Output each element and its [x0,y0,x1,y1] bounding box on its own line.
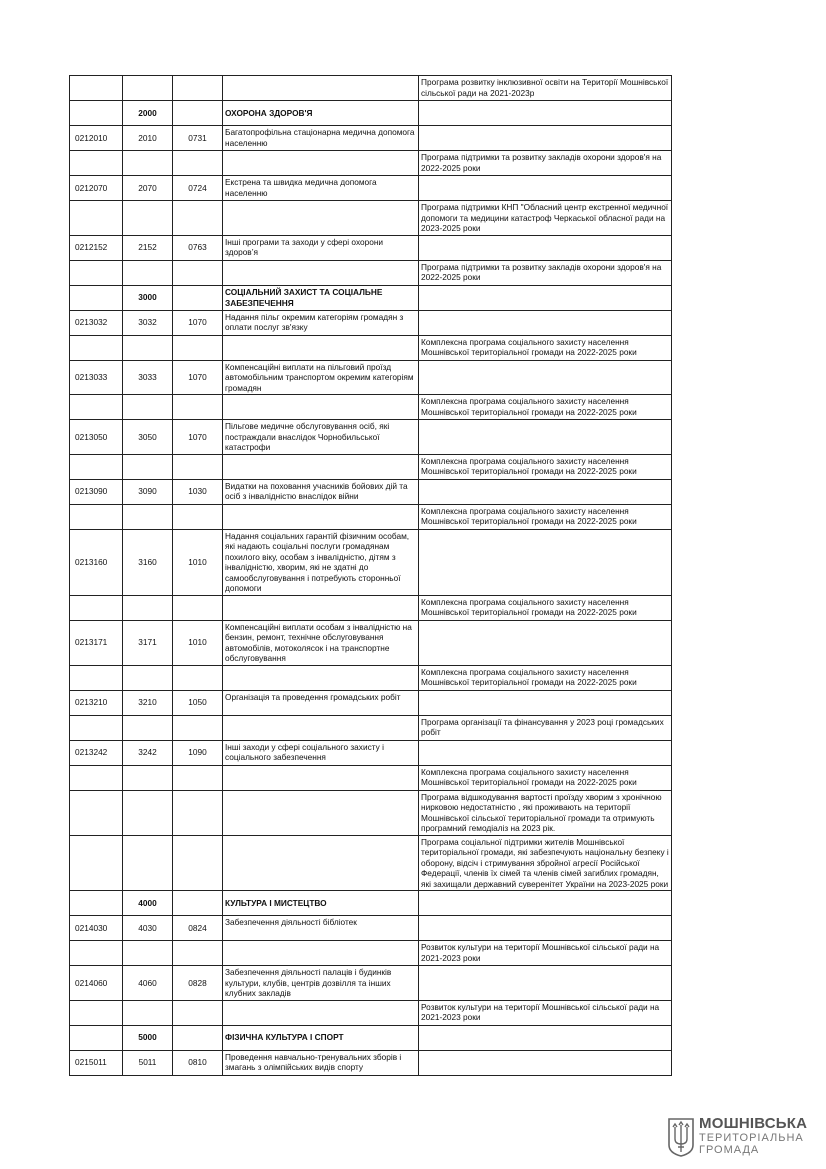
functional-code-cell: 4060 [123,966,173,1001]
program-name-cell [419,479,672,504]
classification-code-cell [173,941,223,966]
program-name-cell [419,690,672,715]
classification-code-cell: 0731 [173,126,223,151]
functional-code-cell [123,201,173,236]
program-code-cell [70,395,123,420]
classification-code-cell [173,715,223,740]
expense-name-cell [223,665,419,690]
classification-code-cell: 1050 [173,690,223,715]
classification-code-cell [173,76,223,101]
program-code-cell [70,335,123,360]
table-row [70,740,672,765]
expense-name-cell [223,151,419,176]
logo-subtitle-2: ГРОМАДА [699,1144,760,1156]
program-name-cell: Комплексна програма соціального захисту населення Мошнівської територіальної громади на 2022-2025 роки [419,335,672,360]
classification-code-cell [173,835,223,891]
budget-programs-table [69,75,672,1076]
functional-code-cell: 4030 [123,916,173,941]
program-name-cell [419,1050,672,1075]
functional-code-cell: 3171 [123,620,173,665]
program-name-cell [419,420,672,455]
functional-code-cell [123,454,173,479]
program-name-cell: Програма соціальної підтримки жителів Мошнівської територіальної громади, які забезпечують національну безпеку і оборону, відсіч і стримування збройної агресії Російської Федерації, членів їх сімей та членів сімей загиблих громадян, які захищали державний суверенітет України на 2023-2025 роки [419,835,672,891]
program-name-cell: Комплексна програма соціального захисту населення Мошнівської територіальної громади на 2022-2025 роки [419,395,672,420]
table-row [70,176,672,201]
program-code-cell [70,790,123,835]
section-row [70,891,672,916]
program-name-cell [419,620,672,665]
classification-code-cell [173,504,223,529]
expense-name-cell: ОХОРОНА ЗДОРОВ'Я [223,101,419,126]
expense-name-cell [223,790,419,835]
program-name-cell [419,126,672,151]
classification-code-cell [173,1000,223,1025]
expense-name-cell [223,260,419,285]
classification-code-cell [173,335,223,360]
program-name-cell [419,285,672,310]
table-row [70,504,672,529]
functional-code-cell: 5011 [123,1050,173,1075]
expense-name-cell [223,835,419,891]
classification-code-cell: 0828 [173,966,223,1001]
expense-name-cell: Інші програми та заходи у сфері охорони здоров’я [223,235,419,260]
expense-name-cell: Надання пільг окремим категоріям громадян з оплати послуг зв'язку [223,310,419,335]
classification-code-cell [173,595,223,620]
classification-code-cell [173,790,223,835]
functional-code-cell: 2000 [123,101,173,126]
program-name-cell: Програма відшкодування вартості проїзду хворим з хронічною нирковою недостатністю , які проживають на території Мошнівської сільської територіальної громади та отримують програмний гемодіаліз на 2023 рік. [419,790,672,835]
program-name-cell: Комплексна програма соціального захисту населення Мошнівської територіальної громади на 2022-2025 роки [419,595,672,620]
program-code-cell [70,1000,123,1025]
table-row [70,595,672,620]
program-code-cell [70,101,123,126]
program-name-cell [419,176,672,201]
functional-code-cell: 3160 [123,529,173,595]
table-row [70,529,672,595]
expense-name-cell: Організація та проведення громадських робіт [223,690,419,715]
program-name-cell: Програма підтримки та розвитку закладів охорони здоров'я на 2022-2025 роки [419,151,672,176]
classification-code-cell: 1010 [173,620,223,665]
expense-name-cell: КУЛЬТУРА І МИСТЕЦТВО [223,891,419,916]
classification-code-cell: 1070 [173,310,223,335]
table-row [70,201,672,236]
table-row [70,941,672,966]
table-row [70,665,672,690]
logo-title: МОШНІВСЬКА [699,1115,808,1132]
table-row [70,966,672,1001]
program-name-cell: Комплексна програма соціального захисту населення Мошнівської територіальної громади на 2022-2025 роки [419,454,672,479]
program-name-cell: Розвиток культури на території Мошнівської сільської ради на 2021-2023 роки [419,1000,672,1025]
expense-name-cell [223,765,419,790]
expense-name-cell [223,941,419,966]
section-row [70,101,672,126]
program-name-cell: Програма підтримки та розвитку закладів охорони здоров'я на 2022-2025 роки [419,260,672,285]
functional-code-cell: 3000 [123,285,173,310]
program-name-cell: Комплексна програма соціального захисту населення Мошнівської територіальної громади на 2022-2025 роки [419,665,672,690]
table-row [70,790,672,835]
expense-name-cell [223,1000,419,1025]
program-name-cell [419,529,672,595]
program-name-cell: Розвиток культури на території Мошнівської сільської ради на 2021-2023 роки [419,941,672,966]
program-code-cell [70,941,123,966]
program-name-cell: Комплексна програма соціального захисту населення Мошнівської територіальної громади на 2022-2025 роки [419,765,672,790]
program-code-cell: 0213033 [70,360,123,395]
section-row [70,1025,672,1050]
classification-code-cell [173,260,223,285]
functional-code-cell [123,504,173,529]
table-row [70,765,672,790]
functional-code-cell: 3033 [123,360,173,395]
expense-name-cell: Видатки на поховання учасників бойових дій та осіб з інвалідністю внаслідок війни [223,479,419,504]
functional-code-cell: 3242 [123,740,173,765]
program-code-cell [70,285,123,310]
expense-name-cell [223,504,419,529]
expense-name-cell: Пільгове медичне обслуговування осіб, які постраждали внаслідок Чорнобильської катастрофи [223,420,419,455]
functional-code-cell [123,835,173,891]
expense-name-cell: Компенсаційні виплати на пільговий проїзд автомобільним транспортом окремим категоріям громадян [223,360,419,395]
classification-code-cell: 1010 [173,529,223,595]
table-row [70,479,672,504]
functional-code-cell: 3090 [123,479,173,504]
classification-code-cell: 1030 [173,479,223,504]
program-name-cell [419,916,672,941]
expense-name-cell: Компенсаційні виплати особам з інвалідністю на бензин, ремонт, технічне обслуговування автомобілів, мотоколясок і на транспортне обслуговування [223,620,419,665]
classification-code-cell [173,285,223,310]
program-name-cell [419,1025,672,1050]
classification-code-cell [173,765,223,790]
functional-code-cell [123,765,173,790]
table-row [70,715,672,740]
program-name-cell [419,101,672,126]
program-code-cell [70,665,123,690]
functional-code-cell [123,715,173,740]
program-name-cell: Програма підтримки КНП "Обласний центр екстренної медичної допомоги та медицини катастроф Черкаської обласної ради на 2023-2025 роки [419,201,672,236]
program-name-cell [419,966,672,1001]
program-name-cell [419,235,672,260]
expense-name-cell [223,395,419,420]
program-code-cell: 0212152 [70,235,123,260]
classification-code-cell: 0763 [173,235,223,260]
classification-code-cell: 1090 [173,740,223,765]
program-code-cell: 0213160 [70,529,123,595]
program-name-cell: Комплексна програма соціального захисту населення Мошнівської територіальної громади на 2022-2025 роки [419,504,672,529]
table-row [70,1000,672,1025]
program-name-cell [419,360,672,395]
expense-name-cell: СОЦІАЛЬНИЙ ЗАХИСТ ТА СОЦІАЛЬНЕ ЗАБЕЗПЕЧЕННЯ [223,285,419,310]
table-row [70,454,672,479]
program-code-cell: 0215011 [70,1050,123,1075]
functional-code-cell: 4000 [123,891,173,916]
classification-code-cell: 1070 [173,360,223,395]
program-code-cell: 0212070 [70,176,123,201]
classification-code-cell [173,151,223,176]
table-row [70,690,672,715]
table-row [70,395,672,420]
program-code-cell [70,1025,123,1050]
classification-code-cell [173,201,223,236]
functional-code-cell [123,790,173,835]
program-code-cell: 0214030 [70,916,123,941]
program-name-cell [419,740,672,765]
functional-code-cell [123,395,173,420]
program-code-cell: 0213032 [70,310,123,335]
program-name-cell [419,891,672,916]
program-code-cell [70,151,123,176]
expense-name-cell [223,595,419,620]
expense-name-cell: Забезпечення діяльності бібліотек [223,916,419,941]
table-row [70,335,672,360]
table-row [70,260,672,285]
table-row [70,835,672,891]
functional-code-cell: 2010 [123,126,173,151]
table-row [70,1050,672,1075]
classification-code-cell [173,395,223,420]
program-code-cell: 0213090 [70,479,123,504]
table-row [70,76,672,101]
classification-code-cell [173,101,223,126]
table-row [70,360,672,395]
functional-code-cell [123,941,173,966]
expense-name-cell [223,201,419,236]
classification-code-cell [173,1025,223,1050]
section-row [70,285,672,310]
expense-name-cell: Інші заходи у сфері соціального захисту і соціального забезпечення [223,740,419,765]
program-code-cell [70,454,123,479]
table-row [70,126,672,151]
program-code-cell: 0213171 [70,620,123,665]
community-logo [667,1113,817,1161]
functional-code-cell [123,335,173,360]
program-name-cell [419,310,672,335]
expense-name-cell: Багатопрофільна стаціонарна медична допомога населенню [223,126,419,151]
expense-name-cell [223,335,419,360]
program-code-cell [70,201,123,236]
expense-name-cell: Проведення навчально-тренувальних зборів і змагань з олімпійських видів спорту [223,1050,419,1075]
classification-code-cell [173,665,223,690]
functional-code-cell [123,1000,173,1025]
functional-code-cell [123,665,173,690]
trident-icon [667,1117,695,1157]
table-row [70,620,672,665]
functional-code-cell: 3050 [123,420,173,455]
classification-code-cell [173,454,223,479]
program-code-cell [70,76,123,101]
program-code-cell [70,765,123,790]
program-code-cell [70,835,123,891]
functional-code-cell: 2152 [123,235,173,260]
logo-subtitle-1: ТЕРИТОРІАЛЬНА [699,1132,804,1144]
functional-code-cell: 5000 [123,1025,173,1050]
expense-name-cell: Забезпечення діяльності палаців i будинків культури, клубів, центрів дозвілля та iнших клубних закладів [223,966,419,1001]
program-code-cell [70,715,123,740]
classification-code-cell: 0824 [173,916,223,941]
expense-name-cell [223,454,419,479]
table-row [70,151,672,176]
program-code-cell: 0214060 [70,966,123,1001]
program-code-cell [70,504,123,529]
program-code-cell [70,891,123,916]
program-code-cell: 0213242 [70,740,123,765]
table-row [70,916,672,941]
functional-code-cell: 3032 [123,310,173,335]
table-body [70,76,672,1076]
table-row [70,310,672,335]
functional-code-cell [123,76,173,101]
classification-code-cell: 0810 [173,1050,223,1075]
expense-name-cell [223,715,419,740]
expense-name-cell: ФІЗИЧНА КУЛЬТУРА І СПОРТ [223,1025,419,1050]
program-code-cell [70,595,123,620]
functional-code-cell [123,151,173,176]
program-code-cell [70,260,123,285]
program-code-cell: 0213210 [70,690,123,715]
classification-code-cell: 0724 [173,176,223,201]
functional-code-cell [123,260,173,285]
program-name-cell: Програма розвитку інклюзивної освіти на Території Мошнівської сільської ради на 2021-2023р [419,76,672,101]
classification-code-cell [173,891,223,916]
functional-code-cell: 3210 [123,690,173,715]
functional-code-cell [123,595,173,620]
table-row [70,235,672,260]
classification-code-cell: 1070 [173,420,223,455]
program-code-cell: 0212010 [70,126,123,151]
expense-name-cell [223,76,419,101]
program-code-cell: 0213050 [70,420,123,455]
expense-name-cell: Екстрена та швидка медична допомога населенню [223,176,419,201]
table-row [70,420,672,455]
expense-name-cell: Надання соціальних гарантій фізичним особам, які надають соціальні послуги громадянам похилого віку, особам з інвалідністю, дітям з інвалідністю, хворим, які не здатні до самообслуговування і потребують сторонньої допомоги [223,529,419,595]
functional-code-cell: 2070 [123,176,173,201]
program-name-cell: Програма організації та фінансування у 2023 році громадських робіт [419,715,672,740]
